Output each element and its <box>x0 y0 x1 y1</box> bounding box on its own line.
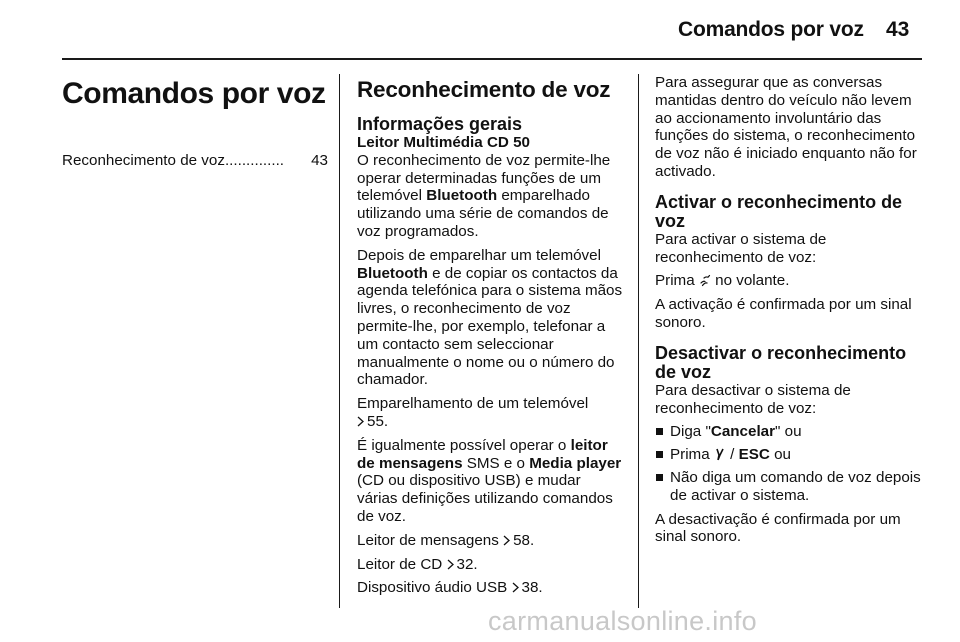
chapter-column <box>62 74 328 170</box>
activate-title: Activar o reconhecimento de voz <box>655 191 903 231</box>
activate-confirm: A activação é confirmada por um sinal sonoro. <box>655 296 912 331</box>
deactivate-list <box>655 423 925 504</box>
list-item: Diga "Cancelar" ou <box>655 423 925 441</box>
deactivate-title: Desactivar o reconhecimento de voz <box>655 342 907 382</box>
pairing-reference[interactable]: Emparelhamento de um telemóvel 55. <box>357 395 589 430</box>
toc-dots: .............. <box>224 152 285 169</box>
header-title: Comandos por voz <box>678 18 864 41</box>
mute-command-icon <box>714 448 726 461</box>
main-column <box>357 74 625 603</box>
toc-label: Reconhecimento de voz <box>62 152 225 169</box>
subsection-title: Informações gerais <box>357 114 523 134</box>
chapter-title: Comandos por voz <box>62 77 326 110</box>
column-divider <box>638 74 639 608</box>
page-reference-icon <box>447 559 454 570</box>
page-reference-icon <box>357 416 364 427</box>
voice-command-icon <box>699 274 711 287</box>
device-title: Leitor Multimédia CD 50 <box>357 134 530 151</box>
side-column <box>655 74 925 552</box>
reference-cd-player[interactable]: Leitor de CD 32. <box>357 555 478 573</box>
bullet-icon <box>656 474 663 481</box>
header-rule <box>62 58 922 60</box>
bullet-icon <box>656 428 663 435</box>
reference-usb-device[interactable]: Dispositivo áudio USB 38. <box>357 579 543 597</box>
page-reference-icon <box>503 535 510 546</box>
page-reference-icon <box>512 582 519 593</box>
activate-intro: Para activar o sistema de reconhecimento de voz: <box>655 230 827 266</box>
reference-message-reader[interactable]: Leitor de mensagens 58. <box>357 531 535 549</box>
deactivate-confirm: A desactivação é confirmada por um sinal sonoro. <box>655 510 901 546</box>
safety-paragraph: Para assegurar que as conversas mantidas dentro do veículo não levem ao accionamento involuntário das funções do sistema, o reconhecimento de voz não é iniciado enquanto não for activado. <box>655 74 917 180</box>
toc-entry[interactable] <box>62 152 328 170</box>
watermark: carmanualsonline.info <box>488 606 757 636</box>
column-divider <box>339 74 340 608</box>
deactivate-intro: Para desactivar o sistema de reconhecimento de voz: <box>655 381 851 417</box>
toc-page: 43 <box>311 152 328 169</box>
activate-instruction: Prima no volante. <box>655 272 790 290</box>
intro-paragraph: O reconhecimento de voz permite-lhe operar determinadas funções de um telemóvel Bluetooth emparelhado utilizando uma série de comandos de voz programados. <box>357 151 611 240</box>
features-paragraph: É igualmente possível operar o leitor de mensagens SMS e o Media player (CD ou dispositivo USB) e mudar várias definições utilizando comandos de voz. <box>357 436 622 525</box>
page-number: 43 <box>886 18 910 41</box>
bullet-icon <box>656 451 663 458</box>
list-item: Prima / ESC ou <box>655 446 925 464</box>
list-item: Não diga um comando de voz depois de activar o sistema. <box>655 469 925 505</box>
section-title: Reconhecimento de voz <box>357 77 611 102</box>
pairing-paragraph: Depois de emparelhar um telemóvel Bluetooth e de copiar os contactos da agenda telefónica para o sistema mãos livres, o reconhecimento de voz permite-lhe, por exemplo, telefonar a um contacto sem seleccionar manualmente o nome ou o número do chamador. <box>357 246 623 389</box>
